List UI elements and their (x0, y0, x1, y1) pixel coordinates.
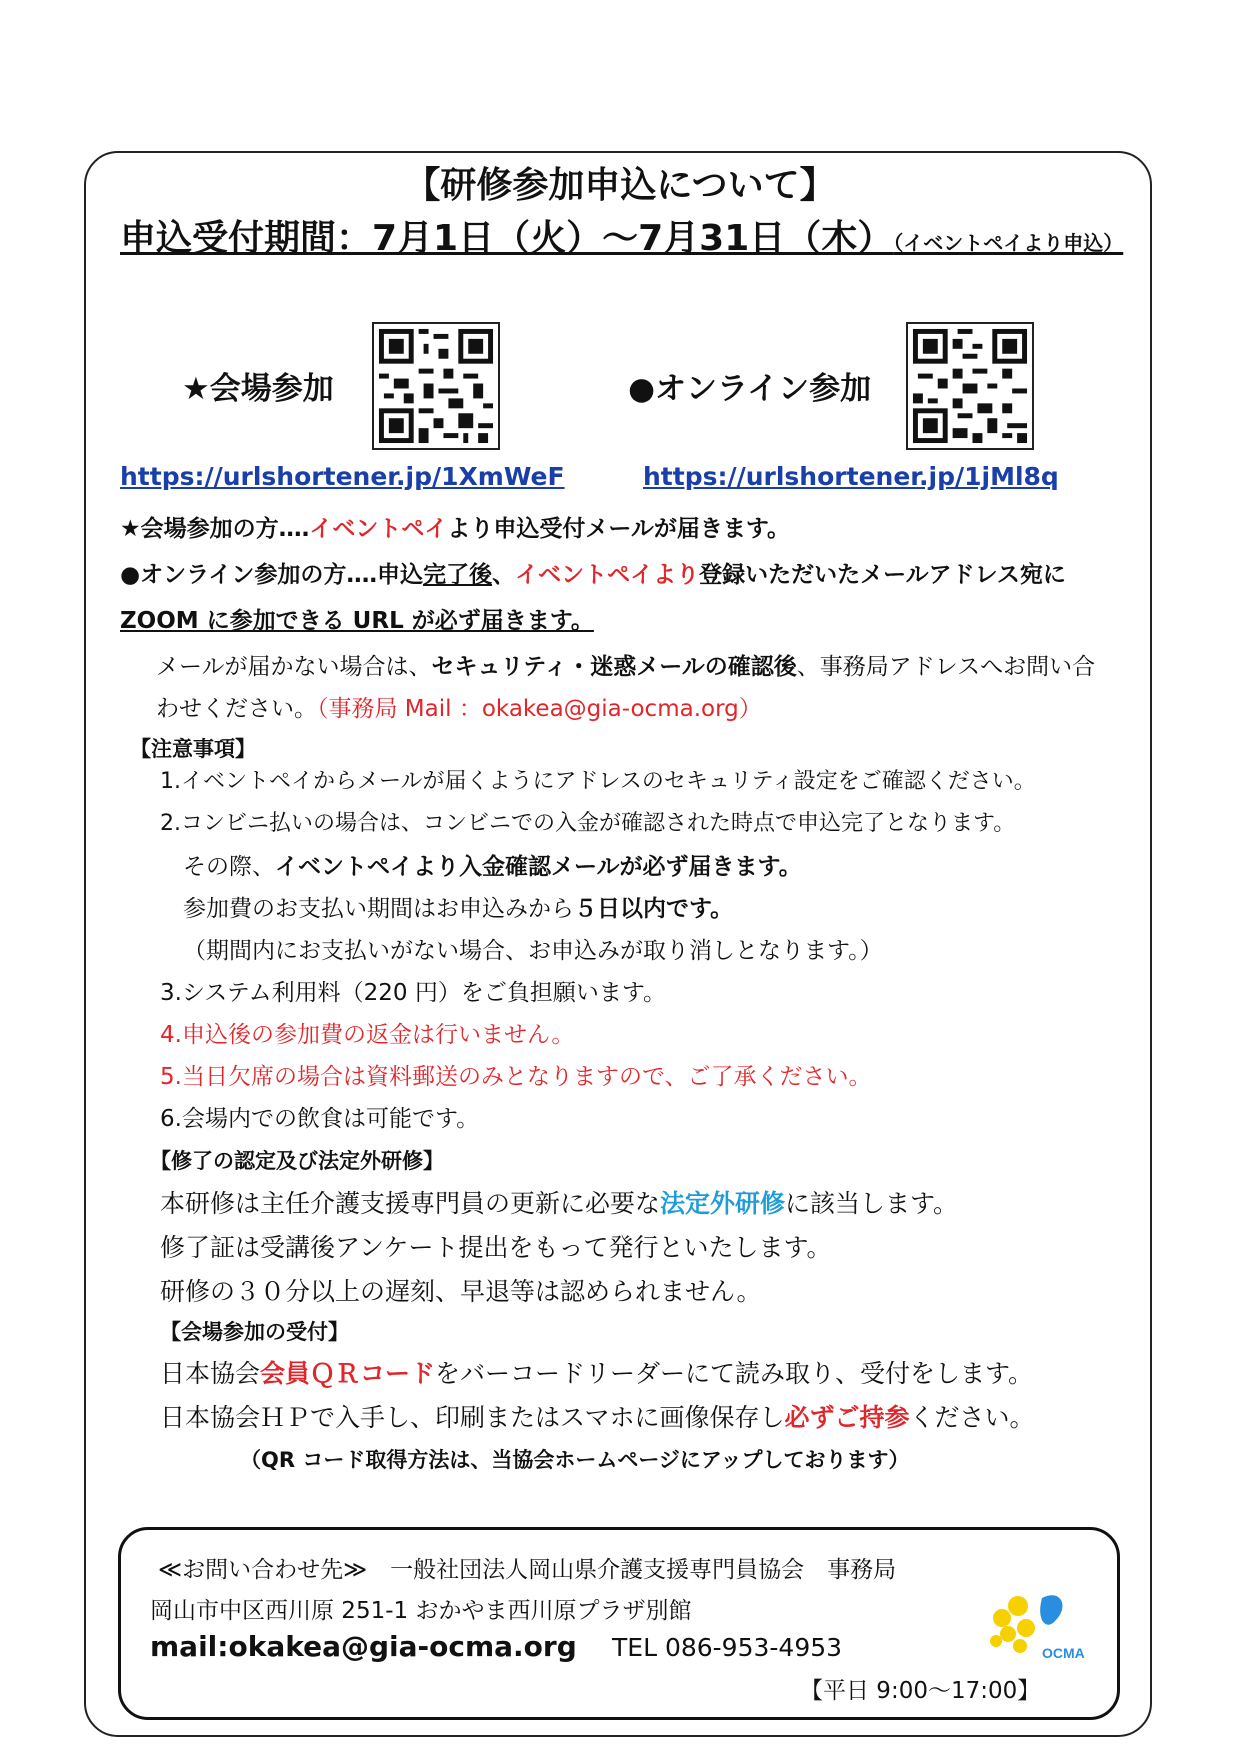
reception-line-2: 日本協会ＨＰで入手し、印刷またはスマホに画像保存し必ずご持参ください。 (160, 1403, 1035, 1432)
reception-heading: 【会場参加の受付】 (160, 1320, 349, 1344)
online-registration-link[interactable]: https://urlshortener.jp/1jMl8q (643, 462, 1059, 491)
contact-hours: 【平日 9:00～17:00】 (800, 1678, 1041, 1704)
reception-line-3: （QR コード取得方法は、当協会ホームページにアップしております） (240, 1448, 910, 1472)
venue-registration-link[interactable]: https://urlshortener.jp/1XmWeF (120, 462, 565, 491)
online-qr-code[interactable] (906, 322, 1034, 450)
contact-heading: ≪お問い合わせ先≫ 一般社団法人岡山県介護支援専門員協会 事務局 (158, 1557, 897, 1583)
reception-line-1: 日本協会会員ＱＲコードをバーコードリーダーにて読み取り、受付をします。 (160, 1359, 1034, 1388)
completion-heading: 【修了の認定及び法定外研修】 (150, 1149, 444, 1173)
contact-tel: TEL 086-953-4953 (612, 1633, 843, 1662)
venue-notice: ★会場参加の方‥‥イベントペイより申込受付メールが届きます。 (120, 516, 791, 542)
zoom-notice: ZOOM に参加できる URL が必ず届きます。 (120, 608, 594, 634)
completion-line-2: 修了証は受講後アンケート提出をもって発行といたします。 (160, 1233, 832, 1262)
cautions-heading: 【注意事項】 (130, 737, 256, 761)
caution-item-3: 3.システム利用料（220 円）をご負担願います。 (160, 980, 667, 1006)
completion-line-1: 本研修は主任介護支援専門員の更新に必要な法定外研修に該当します。 (160, 1189, 959, 1218)
caution-item-2-detail-1: その際、イベントペイより入金確認メールが必ず届きます。 (183, 854, 802, 880)
caution-item-2-detail-2: 参加費のお支払い期間はお申込みから５日以内です。 (183, 896, 734, 922)
online-notice: ●オンライン参加の方‥‥申込完了後、イベントペイより登録いただいたメールアドレス宛に (120, 562, 1066, 588)
contact-mail[interactable]: mail:okakea@gia-ocma.org (150, 1630, 577, 1663)
online-join-label: ●オンライン参加 (628, 371, 872, 407)
completion-line-3: 研修の３０分以上の遅刻、早退等は認められません。 (160, 1277, 762, 1306)
page-title: 【研修参加申込について】 (404, 165, 836, 206)
application-period: 申込受付期間：7月1日（火）～7月31日（木）（イベントペイより申込） (120, 218, 1124, 259)
caution-item-2-detail-3: （期間内にお支払いがない場合、お申込みが取り消しとなります。） (183, 938, 883, 964)
caution-item-1: 1.イベントペイからメールが届くようにアドレスのセキュリティ設定をご確認ください。 (160, 769, 1036, 794)
venue-join-label: ★会場参加 (182, 371, 334, 407)
ocma-logo (984, 1586, 1094, 1666)
mail-help-line-1: メールが届かない場合は、セキュリティ・迷惑メールの確認後、事務局アドレスへお問い合 (156, 654, 1096, 680)
caution-item-5: 5.当日欠席の場合は資料郵送のみとなりますので、ご了承ください。 (160, 1064, 872, 1090)
period-note: （イベントペイより申込） (893, 231, 1124, 255)
caution-item-6: 6.会場内での飲食は可能です。 (160, 1106, 480, 1132)
logo-text: OCMA (1042, 1645, 1085, 1661)
caution-item-4: 4.申込後の参加費の返金は行いません。 (160, 1022, 575, 1048)
caution-item-2: 2.コンビニ払いの場合は、コンビニでの入金が確認された時点で申込完了となります。 (160, 811, 1016, 836)
mail-help-line-2: わせください。（事務局 Mail ：okakea@gia-ocma.org） (156, 696, 762, 722)
venue-qr-code[interactable] (372, 322, 500, 450)
contact-address: 岡山市中区西川原 251-1 おかやま西川原プラザ別館 (150, 1598, 692, 1624)
